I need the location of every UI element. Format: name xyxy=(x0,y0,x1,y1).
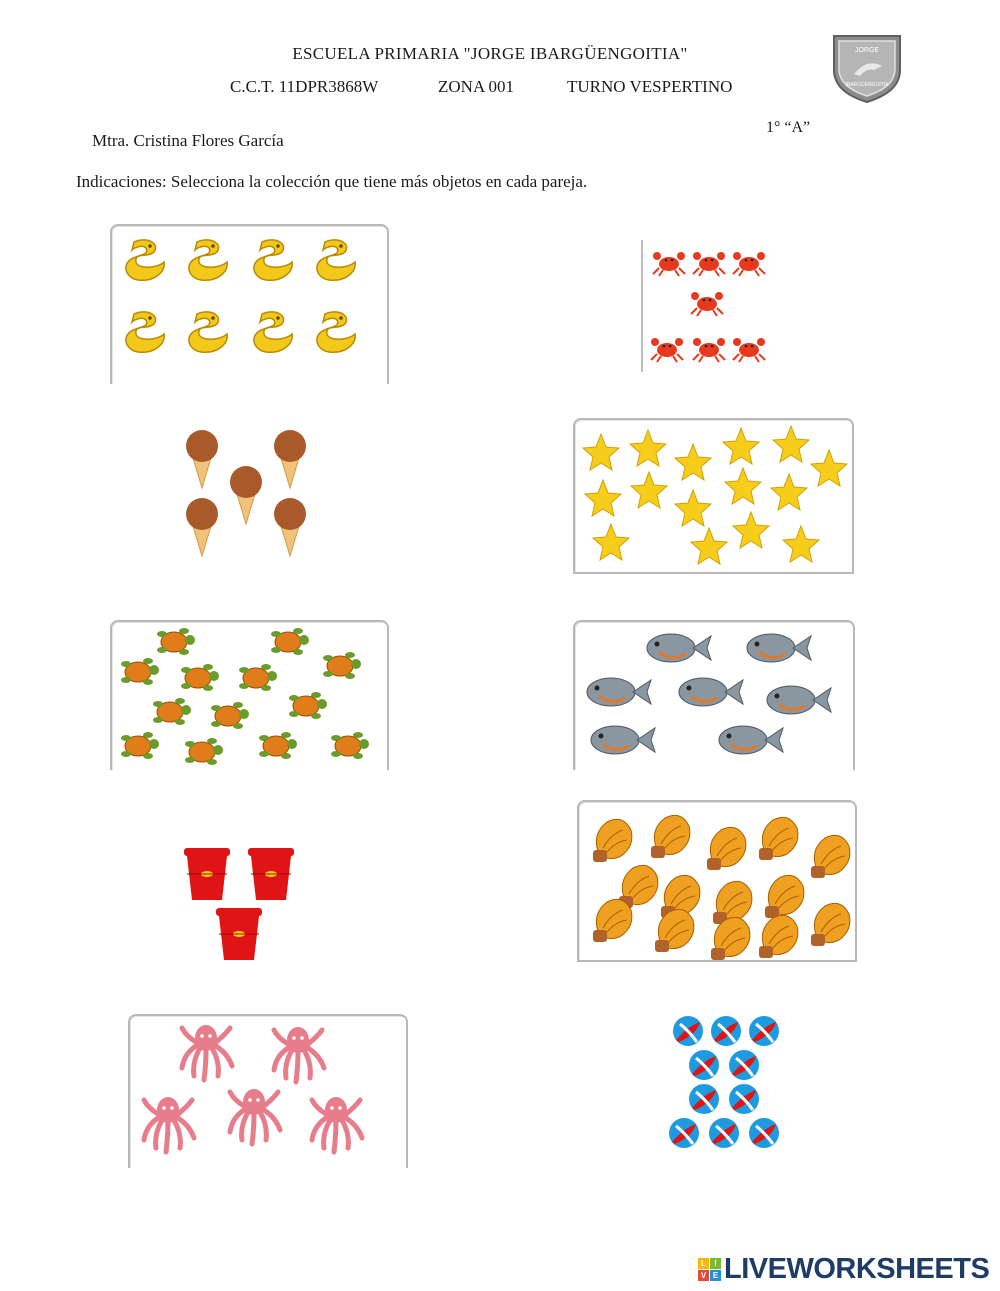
shell-icon xyxy=(593,819,632,862)
collection-turtles[interactable] xyxy=(110,620,389,770)
seahorse-group xyxy=(112,226,387,384)
collection-fish[interactable] xyxy=(573,620,855,770)
turtle-icon xyxy=(331,732,369,759)
turtle-icon xyxy=(211,702,249,729)
starfish-icon xyxy=(783,526,819,562)
fish-icon xyxy=(587,678,651,706)
octopus-icon xyxy=(274,1027,324,1082)
starfish-icon xyxy=(773,426,809,462)
crab-group xyxy=(643,240,773,372)
turtle-icon xyxy=(121,658,159,685)
logo-text: LIVEWORKSHEETS xyxy=(724,1252,990,1285)
bucket-group xyxy=(180,842,300,964)
collection-beach-balls[interactable] xyxy=(665,1012,785,1154)
shield-text-arc: IBARGÜENGOITIA xyxy=(845,82,889,88)
shell-icon xyxy=(655,909,694,952)
shell-icon xyxy=(811,835,850,878)
crab-icon xyxy=(651,338,683,362)
starfish-icon xyxy=(675,444,711,480)
crab-icon xyxy=(693,338,725,362)
turtle-group xyxy=(112,622,387,770)
beach-ball-icon xyxy=(711,1016,741,1046)
beach-ball-icon xyxy=(669,1118,699,1148)
grade-label: 1° “A” xyxy=(766,119,811,136)
turtle-icon xyxy=(239,664,277,691)
beach-ball-icon xyxy=(729,1084,759,1114)
turtle-icon xyxy=(185,738,223,765)
shift-label: TURNO VESPERTINO xyxy=(567,77,733,96)
starfish-icon xyxy=(630,430,666,466)
starfish-icon xyxy=(593,524,629,560)
ice-cream-icon xyxy=(186,498,218,556)
shell-icon xyxy=(593,899,632,942)
fish-icon xyxy=(747,634,811,662)
turtle-icon xyxy=(157,628,195,655)
bucket-icon xyxy=(184,848,230,900)
starfish-icon xyxy=(675,490,711,526)
starfish-group xyxy=(575,420,852,572)
turtle-icon xyxy=(271,628,309,655)
beach-ball-icon xyxy=(729,1050,759,1080)
starfish-icon xyxy=(811,450,847,486)
ice-cream-icon xyxy=(274,430,306,488)
beach-ball-group xyxy=(665,1012,785,1154)
collection-buckets[interactable] xyxy=(180,842,300,964)
seahorse-icon xyxy=(189,312,227,352)
beach-ball-icon xyxy=(673,1016,703,1046)
collection-seahorses[interactable] xyxy=(110,224,389,384)
crab-icon xyxy=(691,292,723,316)
turtle-icon xyxy=(289,692,327,719)
beach-ball-icon xyxy=(709,1118,739,1148)
seahorse-icon xyxy=(126,312,164,352)
starfish-icon xyxy=(725,468,761,504)
liveworksheets-logo xyxy=(698,1252,989,1286)
octopus-group xyxy=(130,1016,406,1168)
cct-code: C.C.T. 11DPR3868W xyxy=(230,77,379,96)
starfish-icon xyxy=(583,434,619,470)
school-shield-icon xyxy=(830,30,904,104)
seahorse-icon xyxy=(317,312,355,352)
ice-cream-group xyxy=(180,428,320,558)
starfish-icon xyxy=(723,428,759,464)
turtle-icon xyxy=(153,698,191,725)
teacher-name: Mtra. Cristina Flores García xyxy=(92,131,284,150)
collection-shells[interactable] xyxy=(577,800,857,962)
bucket-icon xyxy=(248,848,294,900)
crab-icon xyxy=(733,252,765,276)
octopus-icon xyxy=(312,1097,362,1152)
bucket-icon xyxy=(216,908,262,960)
shell-icon xyxy=(759,817,798,860)
fish-icon xyxy=(719,726,783,754)
shell-icon xyxy=(765,875,804,918)
turtle-icon xyxy=(181,664,219,691)
logo-blocks-icon: L I V E xyxy=(698,1258,721,1281)
seahorse-icon xyxy=(254,240,292,280)
starfish-icon xyxy=(733,512,769,548)
turtle-icon xyxy=(259,732,297,759)
ice-cream-icon xyxy=(274,498,306,556)
collection-starfish[interactable] xyxy=(573,418,854,574)
fish-icon xyxy=(591,726,655,754)
beach-ball-icon xyxy=(689,1084,719,1114)
octopus-icon xyxy=(182,1025,232,1080)
shield-text-top: JORGE xyxy=(854,47,880,54)
fish-icon xyxy=(647,634,711,662)
shell-group xyxy=(579,802,855,960)
crab-icon xyxy=(653,252,685,276)
collection-ice-creams[interactable] xyxy=(180,428,320,558)
turtle-icon xyxy=(323,652,361,679)
seahorse-icon xyxy=(317,240,355,280)
starfish-icon xyxy=(631,472,667,508)
collection-octopuses[interactable] xyxy=(128,1014,408,1168)
instructions: Indicaciones: Selecciona la colección que tiene más objetos en cada pareja. xyxy=(76,172,588,191)
crab-icon xyxy=(693,252,725,276)
fish-group xyxy=(575,622,853,770)
seahorse-icon xyxy=(254,312,292,352)
ice-cream-icon xyxy=(186,430,218,488)
collection-crabs[interactable] xyxy=(641,240,773,372)
starfish-icon xyxy=(691,528,727,564)
shell-icon xyxy=(759,915,798,958)
starfish-icon xyxy=(771,474,807,510)
ice-cream-icon xyxy=(230,466,262,524)
seahorse-icon xyxy=(126,240,164,280)
fish-icon xyxy=(767,686,831,714)
shell-icon xyxy=(811,903,850,946)
octopus-icon xyxy=(230,1089,280,1144)
shell-icon xyxy=(651,815,690,858)
beach-ball-icon xyxy=(689,1050,719,1080)
school-name: ESCUELA PRIMARIA "JORGE IBARGÜENGOITIA" xyxy=(292,44,688,63)
shell-icon xyxy=(707,827,746,870)
turtle-icon xyxy=(121,732,159,759)
octopus-icon xyxy=(144,1097,194,1152)
crab-icon xyxy=(733,338,765,362)
zone-label: ZONA 001 xyxy=(438,77,515,96)
fish-icon xyxy=(679,678,743,706)
beach-ball-icon xyxy=(749,1016,779,1046)
starfish-icon xyxy=(585,480,621,516)
seahorse-icon xyxy=(189,240,227,280)
beach-ball-icon xyxy=(749,1118,779,1148)
